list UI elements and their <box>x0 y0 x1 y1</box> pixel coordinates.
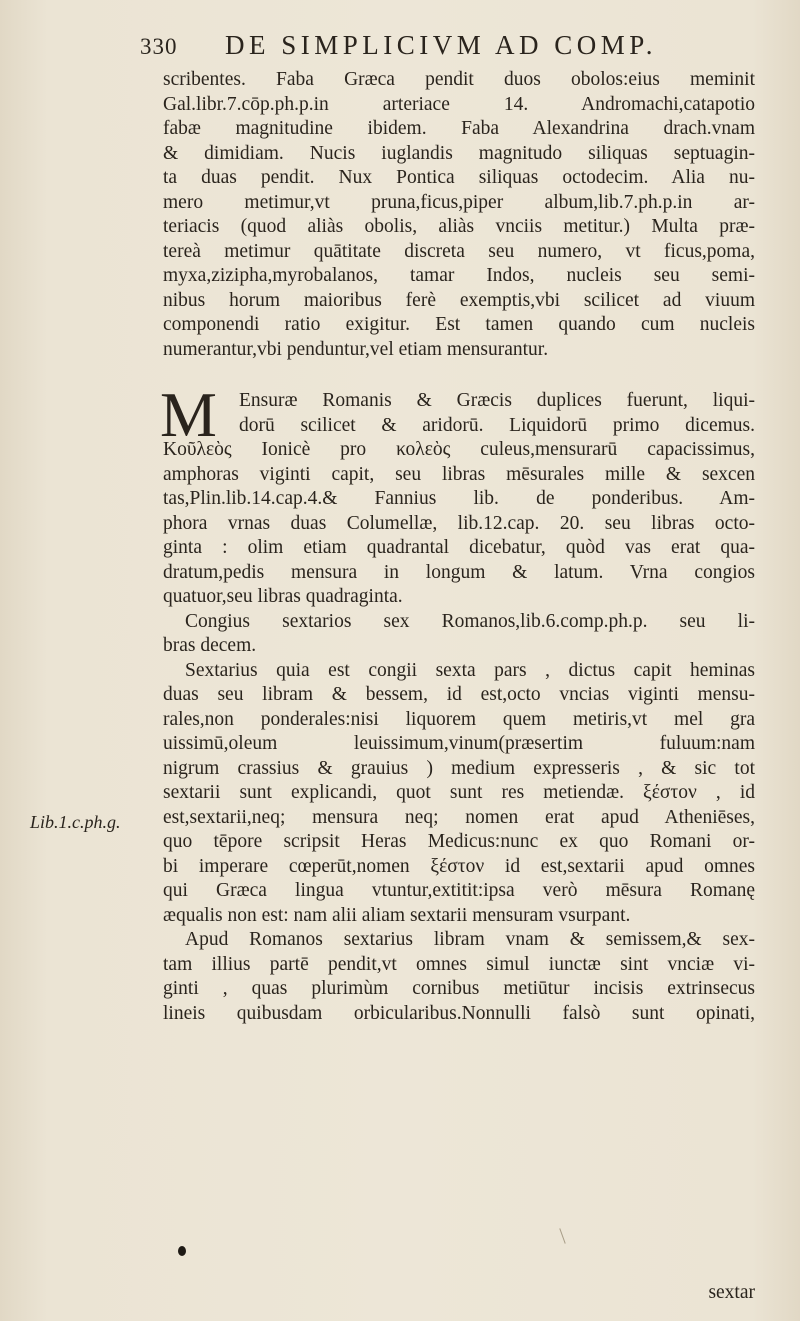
text-line: quatuor,seu libras quadraginta. <box>163 586 403 607</box>
drop-cap: M <box>160 379 217 450</box>
ink-dot-ornament <box>178 1246 186 1256</box>
text-line: teriacis (quod aliàs obolis, aliàs vnciis metitur.) Multa præ- <box>163 216 755 237</box>
paper-mark <box>559 1228 565 1243</box>
page-number: 330 <box>140 34 178 59</box>
text-line: lineis quibusdam orbicularibus.Nonnulli falsò sunt opinati, <box>163 1002 755 1024</box>
text-line: dorū scilicet & aridorū. Liquidorū primo dicemus. <box>239 414 755 436</box>
text-line: rales,non ponderales:nisi liquorem quem metiris,vt mel gra <box>163 708 755 730</box>
page-header <box>140 30 700 64</box>
text-line: numerantur,vbi penduntur,vel etiam mensurantur. <box>163 338 549 360</box>
text-line: Apud Romanos sextarius libram vnam & semissem,& sex- <box>185 929 755 950</box>
text-line: Gal.libr.7.cōp.ph.p.in arteriace 14. Andromachi,catapotio <box>163 93 755 115</box>
text-line: nibus horum maioribus ferè exemptis,vbi scilicet ad viuum <box>163 289 755 311</box>
text-line: ginti , quas plurimùm cornibus metiūtur incisis extrinsecus <box>163 978 755 999</box>
paragraph-sextarius <box>163 659 755 929</box>
text-line: Κοῦλεὸς Ionicè pro κολεὸς culeus,mensurarū capacissimus, <box>163 439 755 460</box>
text-line: duas seu libram & bessem, id est,octo vncias viginti mensu- <box>163 684 755 705</box>
running-title: DE SIMPLICIVM AD COMP. <box>225 30 658 60</box>
text-line: tam illius partē pendit,vt omnes simul iunctæ sint vnciæ vi- <box>163 953 755 975</box>
text-line: ginta : olim etiam quadrantal dicebatur, quòd vas erat qua- <box>163 537 755 558</box>
text-line: bi imperare cœperūt,nomen ξέστον id est,sextarii apud omnes <box>163 855 755 877</box>
paragraph-congius <box>163 610 755 659</box>
text-line: fabæ magnitudine ibidem. Faba Alexandrina drach.vnam <box>163 118 755 139</box>
text-line: æqualis non est: nam alii aliam sextarii mensuram vsurpant. <box>163 904 631 926</box>
text-line: quo tēpore scripsit Heras Medicus:nunc ex quo Romani or- <box>163 831 755 852</box>
text-line: bras decem. <box>163 635 257 656</box>
text-line: Sextarius quia est congii sexta pars , dictus capit heminas <box>185 659 755 681</box>
text-line: dratum,pedis mensura in longum & latum. Vrna congios <box>163 561 755 583</box>
text-line: mero metimur,vt pruna,ficus,piper album,lib.7.ph.p.in ar- <box>163 191 755 213</box>
text-line: ta duas pendit. Nux Pontica siliquas octodecim. Alia nu- <box>163 167 755 188</box>
text-line: sextarii sunt explicandi, quot sunt res metiendæ. ξέστον , id <box>163 782 755 803</box>
text-line: est,sextarii,neq; mensura neq; nomen erat apud Atheniēses, <box>163 806 755 828</box>
text-line: nigrum crassius & grauius ) medium expresseris , & sic tot <box>163 757 755 779</box>
paragraph-apud-romanos <box>163 928 755 1026</box>
text-line: tas,Plin.lib.14.cap.4.& Fannius lib. de ponderibus. Am- <box>163 488 755 509</box>
paragraph-fabae <box>163 68 755 362</box>
margin-note: Lib.1.c.ph.g. <box>30 812 121 832</box>
text-line: qui Græca lingua vtuntur,extitit:ipsa verò mēsura Romanę <box>163 880 755 901</box>
text-line: Ensuræ Romanis & Græcis duplices fuerunt, liqui- <box>239 390 755 411</box>
text-line: Congius sextarios sex Romanos,lib.6.comp.ph.p. seu li- <box>185 610 755 632</box>
text-line: & dimidiam. Nucis iuglandis magnitudo siliquas septuagin- <box>163 142 755 164</box>
text-line: amphoras viginti capit, seu libras mēsurales mille & sexcen <box>163 463 755 485</box>
text-line: componendi ratio exigitur. Est tamen quando cum nucleis <box>163 314 755 335</box>
text-line: phora vrnas duas Columellæ, lib.12.cap. 20. seu libras octo- <box>163 512 755 534</box>
text-line: uissimū,oleum leuissimum,vinum(præsertim fuluum:nam <box>163 733 755 754</box>
text-line: tereà metimur quātitate discreta seu numero, vt ficus,poma, <box>163 240 755 262</box>
catchword: sextar <box>708 1282 755 1303</box>
paragraph-mensurae <box>160 379 755 610</box>
body-text <box>160 68 755 1026</box>
text-line: scribentes. Faba Græca pendit duos obolos:eius meminit <box>163 69 755 90</box>
text-line: myxa,zizipha,myrobalanos, tamar Indos, nucleis seu semi- <box>163 265 755 286</box>
